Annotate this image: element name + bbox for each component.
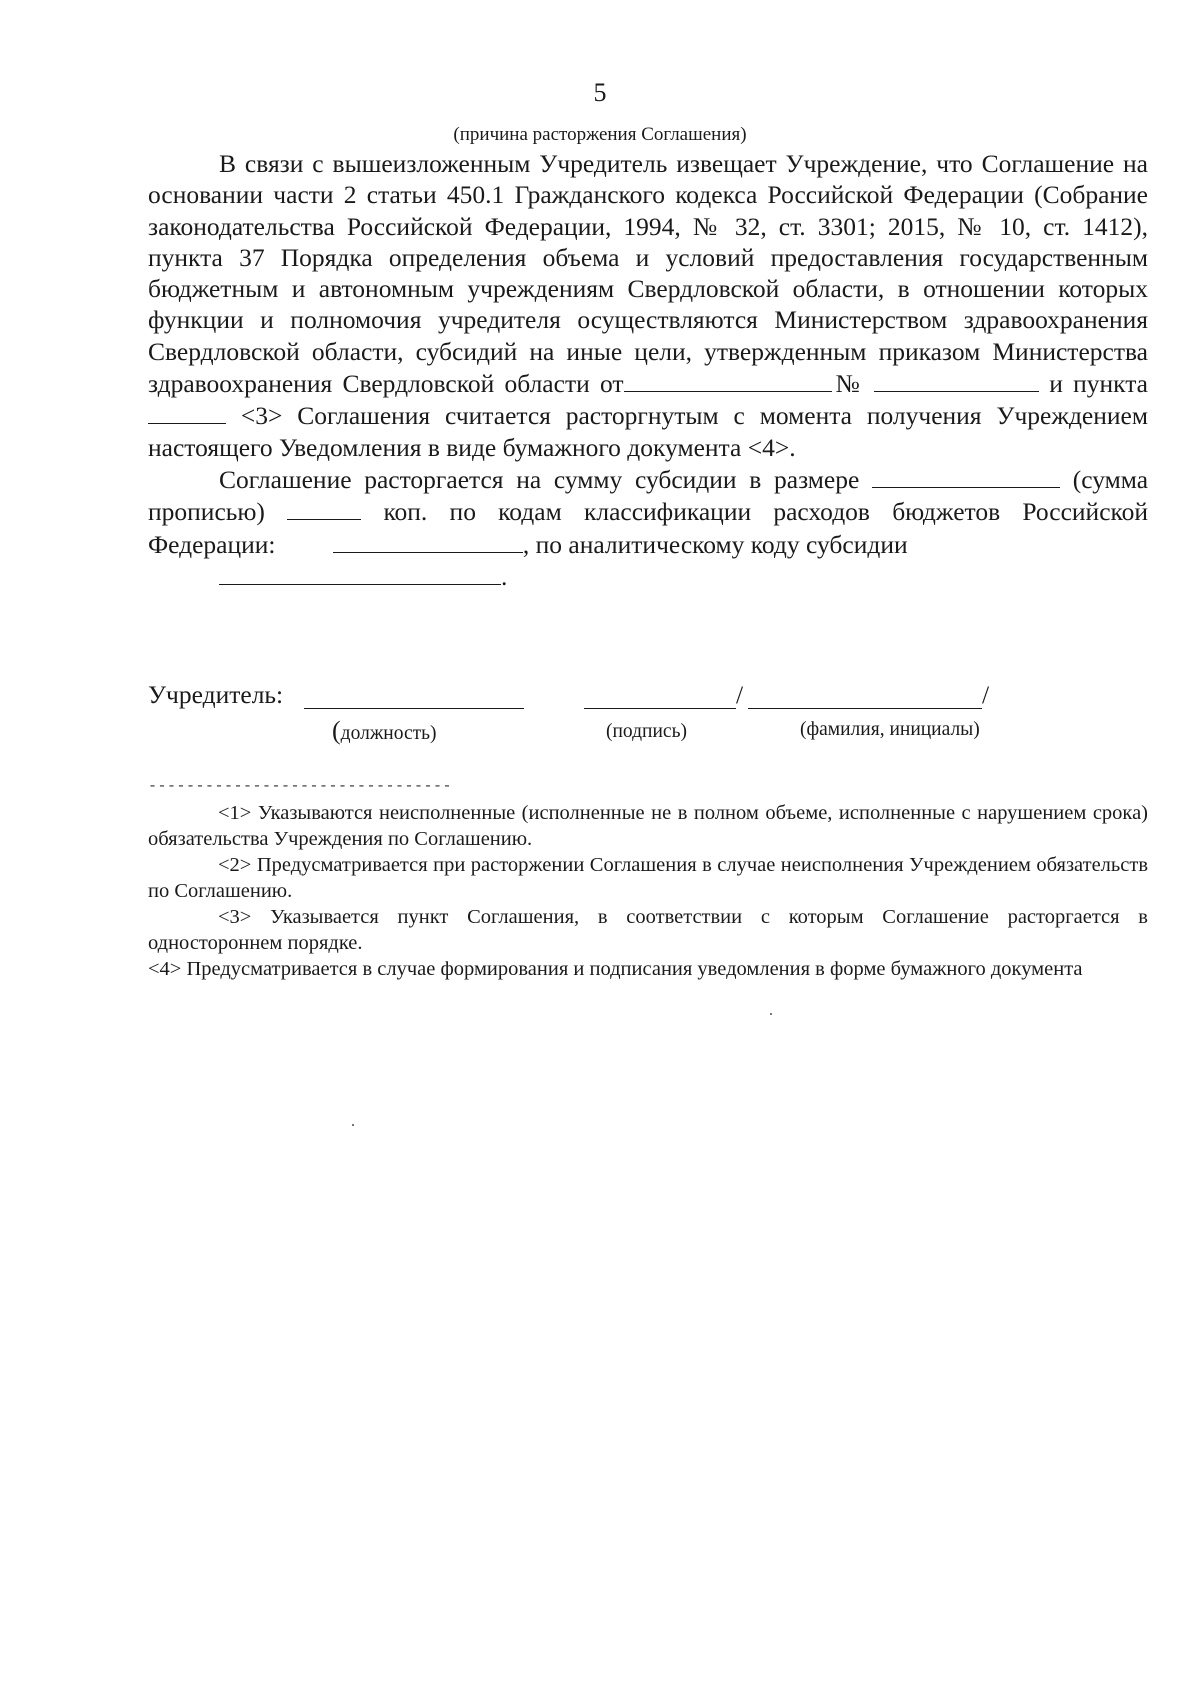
- footnote-4: <4> Предусматривается в случае формирования и подписания уведомления в форме бумажного документа: [148, 958, 1083, 980]
- order-number-blank[interactable]: [874, 367, 1039, 392]
- para2-text-4: , по аналитическому коду субсидии: [522, 529, 908, 559]
- para2-text-5: .: [501, 561, 508, 591]
- caption-signature: (подпись): [606, 721, 687, 742]
- paragraph-subsidy-code-line: [148, 560, 1148, 592]
- order-date-blank[interactable]: [624, 367, 832, 392]
- slash-2: /: [982, 680, 990, 709]
- para2-text-1: Соглашение расторгается на сумму субсидии в размере: [219, 464, 860, 494]
- caption-position: (должность): [332, 716, 437, 745]
- para1-text-4: <3> Соглашения считается расторгнутым с момента получения Учреждением настоящего Уведомления в виде бумажного документа <4>.: [148, 401, 1148, 462]
- name-line[interactable]: [748, 680, 982, 709]
- footnote-separator: --------------------------------: [148, 778, 453, 795]
- budget-code-blank[interactable]: [333, 528, 523, 553]
- paragraph-termination-basis: [148, 148, 1148, 463]
- signature-row: [148, 680, 1148, 716]
- footnotes: [148, 800, 1148, 982]
- body-text: [148, 148, 1148, 592]
- signature-line[interactable]: [584, 680, 736, 709]
- amount-blank[interactable]: [872, 463, 1060, 488]
- position-line[interactable]: [304, 680, 524, 709]
- caption-name: (фамилия, инициалы): [800, 719, 980, 740]
- caption-position-text: должность: [340, 723, 431, 744]
- page-number: 5: [593, 78, 607, 107]
- footnote-2: <2> Предусматривается при расторжении Соглашения в случае неисполнения Учреждением обязательств по Соглашению.: [148, 854, 1148, 902]
- footnote-3: <3> Указывается пункт Соглашения, в соответствии с которым Соглашение расторгается в одностороннем порядке.: [148, 906, 1148, 954]
- para2-text-3: коп. по кодам классификации расходов бюджетов Российской Федерации:: [148, 497, 1149, 559]
- kopecks-blank[interactable]: [287, 495, 361, 520]
- para1-text-1: В связи с вышеизложенным Учредитель извещает Учреждение, что Соглашение на основании части 2 статьи 450.1 Гражданского кодекса Российской Федерации (Собрание законодательства Российской Федерации, 1994, № 32, ст. 3301; 2015, № 10, ст. 1412), пункта 37 Порядка определения объема и условий предоставления государственным бюджетным и автономным учреждениям Свердловской области, в отношении которых функции и полномочия учредителя осуществляются Министерством здравоохранения Свердловской области, субсидий на иные цели, утвержденным приказом Министерства здравоохранения Свердловской области от: [148, 149, 1148, 399]
- caption-paren-open: (: [332, 716, 341, 745]
- para1-text-3: и пункта: [1049, 369, 1148, 399]
- para2-text-2: (сумма прописью): [148, 464, 1149, 527]
- scan-speck: [352, 1124, 354, 1126]
- subsidy-code-blank[interactable]: [219, 560, 501, 585]
- slash-1: /: [736, 680, 744, 709]
- para1-text-2: №: [831, 369, 864, 399]
- scan-speck: [770, 1013, 772, 1015]
- clause-number-blank[interactable]: [148, 399, 226, 424]
- reason-caption: (причина расторжения Соглашения): [453, 124, 747, 145]
- paragraph-termination-amount: [148, 463, 1148, 560]
- signature-label: Учредитель:: [148, 680, 284, 709]
- footnote-1: <1> Указываются неисполненные (исполненные не в полном объеме, исполненные с нарушением срока) обязательства Учреждения по Соглашению.: [148, 802, 1148, 850]
